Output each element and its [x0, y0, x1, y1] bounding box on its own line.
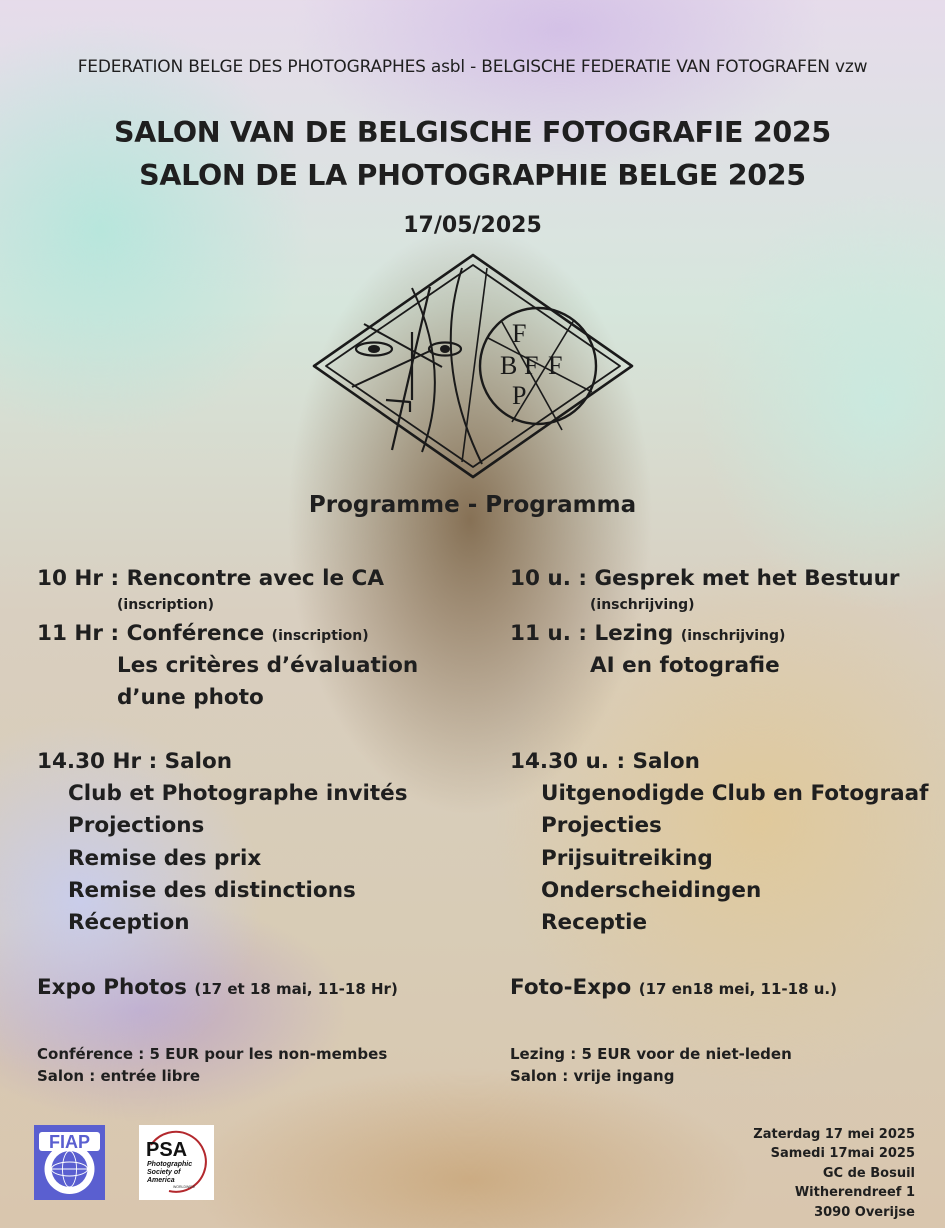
emblem-letter-f3: F: [548, 351, 563, 380]
svg-text:PSA: PSA: [146, 1139, 188, 1161]
nl-salon-item: Uitgenodigde Club en Fotograaf: [541, 781, 929, 806]
psa-logo-icon: [139, 1125, 214, 1200]
fr-slot2: 11 Hr : Conférence (inscription): [37, 621, 369, 646]
venue-address: [753, 1125, 915, 1222]
fr-salon-item: Projections: [68, 813, 205, 838]
emblem-letter-p: P: [512, 381, 527, 410]
address-city: 3090 Overijse: [814, 1204, 915, 1220]
fr-expo: Expo Photos (17 et 18 mai, 11-18 Hr): [37, 975, 398, 1000]
nl-slot1-note: (inschrijving): [590, 597, 695, 613]
fr-salon-item: Club et Photographe invités: [68, 781, 408, 806]
fr-slot2-line2: d’une photo: [117, 685, 264, 710]
emblem-letter-f2: F: [524, 351, 539, 380]
title-dutch: SALON VAN DE BELGISCHE FOTOGRAFIE 2025: [114, 116, 831, 149]
fr-salon-item: Remise des distinctions: [68, 878, 356, 903]
svg-text:Photographic: Photographic: [147, 1161, 193, 1168]
fr-salon-time: 14.30 Hr : Salon: [37, 749, 233, 774]
svg-text:WORLDWIDE: WORLDWIDE: [173, 1185, 196, 1189]
address-date-fr: Samedi 17mai 2025: [770, 1146, 915, 1162]
svg-text:Society of: Society of: [147, 1169, 181, 1176]
title-french: SALON DE LA PHOTOGRAPHIE BELGE 2025: [139, 159, 806, 192]
address-venue: GC de Bosuil: [822, 1165, 915, 1181]
nl-slot2: 11 u. : Lezing (inschrijving): [510, 621, 786, 646]
nl-salon-item: Receptie: [541, 910, 648, 935]
fr-slot1-note: (inscription): [117, 597, 214, 613]
event-date: 17/05/2025: [403, 213, 542, 238]
nl-salon-item: Projecties: [541, 813, 662, 838]
nl-slot2-line1: AI en fotografie: [590, 653, 780, 678]
fr-slot1: 10 Hr : Rencontre avec le CA: [37, 566, 384, 591]
nl-slot1: 10 u. : Gesprek met het Bestuur: [510, 566, 900, 591]
svg-text:FIAP: FIAP: [48, 1132, 91, 1152]
address-date-nl: Zaterdag 17 mei 2025: [753, 1127, 915, 1142]
nl-fee-lezing: Lezing : 5 EUR voor de niet-leden: [510, 1045, 792, 1063]
address-street: Witherendreef 1: [794, 1185, 915, 1201]
fr-salon-item: Remise des prix: [68, 846, 262, 871]
fbfp-emblem-icon: [312, 252, 634, 480]
federation-header: FEDERATION BELGE DES PHOTOGRAPHES asbl - BELGISCHE FEDERATIE VAN FOTOGRAFEN vzw: [77, 57, 868, 77]
nl-salon-time: 14.30 u. : Salon: [510, 749, 700, 774]
fr-fee-salon: Salon : entrée libre: [37, 1067, 201, 1085]
nl-salon-item: Onderscheidingen: [541, 878, 762, 903]
emblem-letter-f1: F: [512, 319, 527, 348]
fr-slot2-line1: Les critères d’évaluation: [117, 653, 419, 678]
nl-expo: Foto-Expo (17 en18 mei, 11-18 u.): [510, 975, 837, 1000]
emblem-letter-b: B: [500, 351, 518, 380]
fr-fee-conference: Conférence : 5 EUR pour les non-membes: [37, 1045, 388, 1063]
programme-heading: Programme - Programma: [308, 492, 637, 518]
fiap-logo-icon: [34, 1125, 105, 1200]
nl-salon-item: Prijsuitreiking: [541, 846, 713, 871]
fr-salon-item: Réception: [68, 910, 190, 935]
nl-fee-salon: Salon : vrije ingang: [510, 1067, 675, 1085]
svg-text:America: America: [147, 1177, 175, 1184]
